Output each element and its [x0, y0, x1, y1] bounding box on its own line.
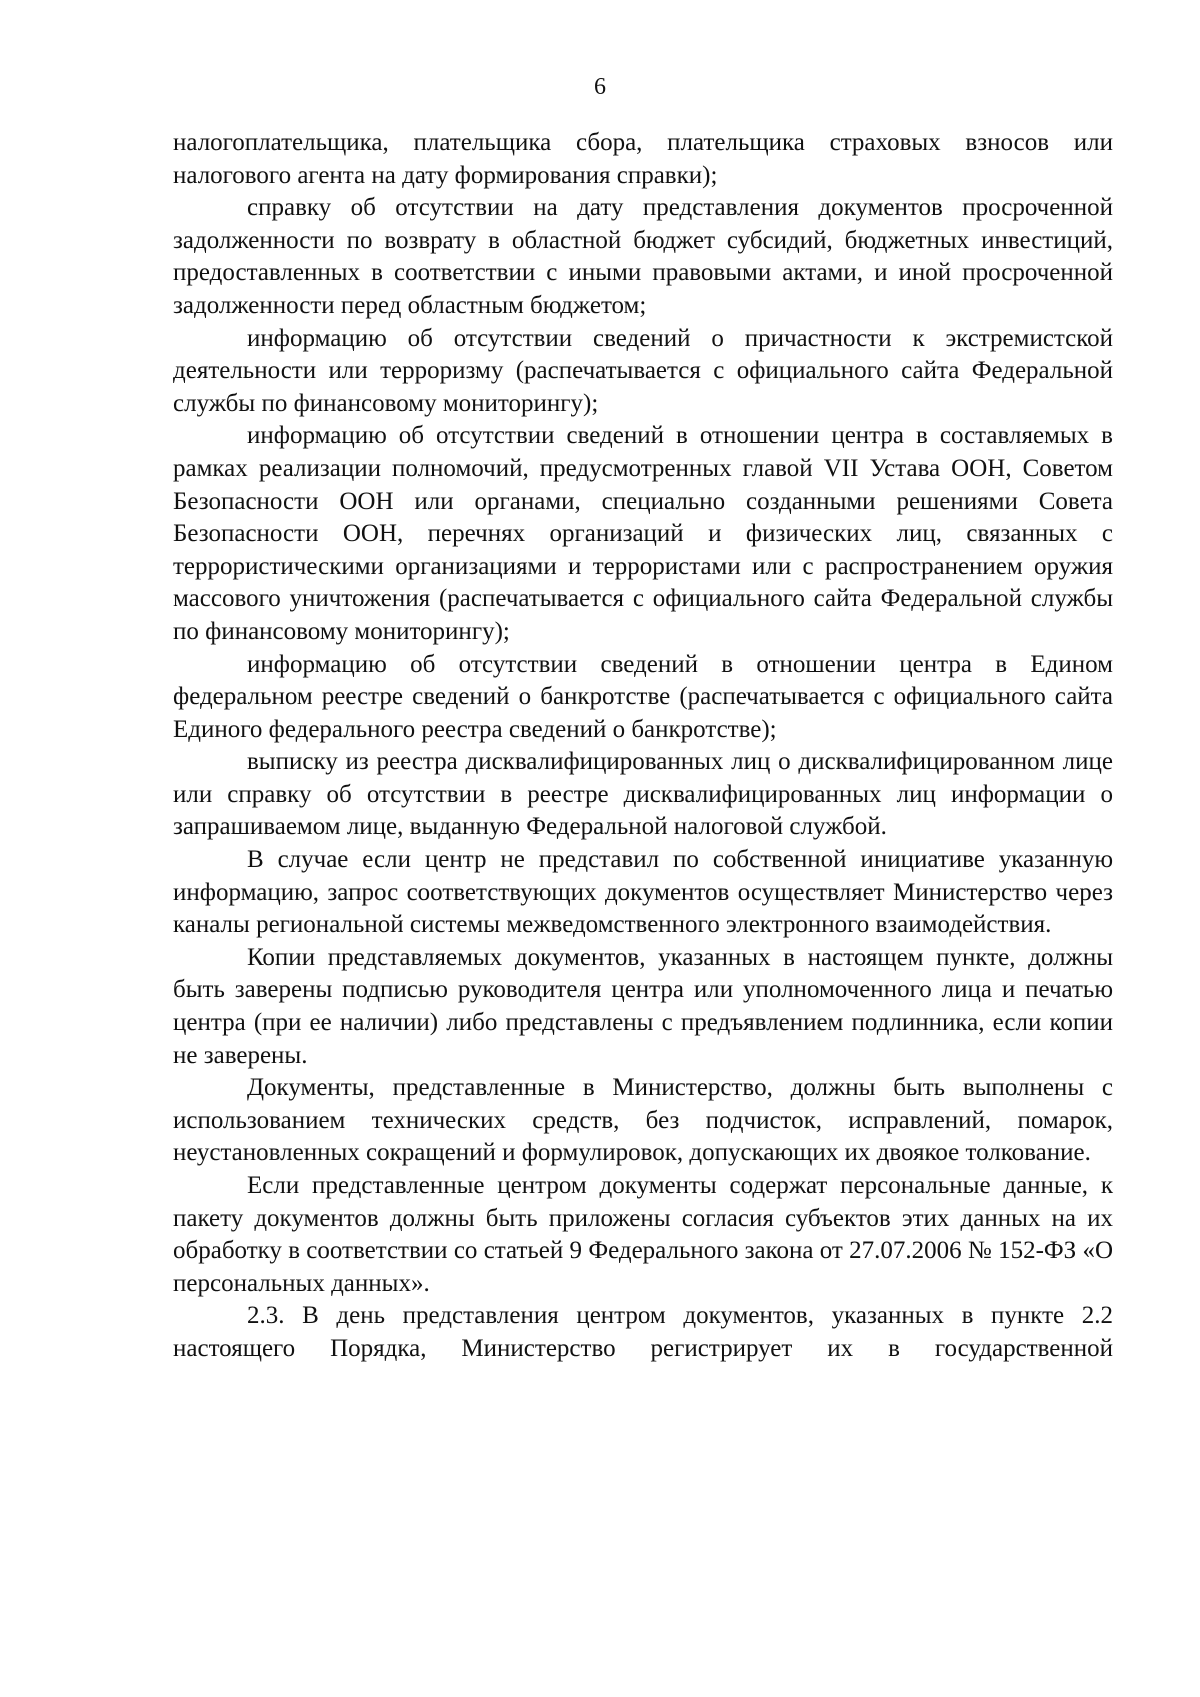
paragraph-copies-certification: Копии представляемых документов, указанных в настоящем пункте, должны быть заверены подписью руководителя центра или уполномоченного лица и печатью центра (при ее наличии) либо представлены с предъявлением подлинника, если копии не заверены. [173, 943, 1113, 1069]
document-body [173, 127, 1113, 1366]
paragraph-overdue-debt-certificate: справку об отсутствии на дату представления документов просроченной задолженности по возврату в областной бюджет субсидий, бюджетных инвестиций, предоставленных в соответствии с иными правовыми актами, и иной просроченной задолженности перед областным бюджетом; [173, 194, 1113, 319]
paragraph-personal-data-consent: Если представленные центром документы содержат персональные данные, к пакету документов должны быть приложены согласия субъектов этих данных на их обработку в соответствии со статьей 9 Федерального закона от 27.07.2006 № 152-ФЗ «О персональных данных». [173, 1172, 1113, 1297]
paragraph-disqualified-persons-extract: выписку из реестра дисквалифицированных лиц о дисквалифицированном лице или справку об отсутствии в реестре дисквалифицированных лиц информации о запрашиваемом лице, выданную Федеральной налоговой службой. [173, 748, 1113, 841]
paragraph-document-requirements: Документы, представленные в Министерство, должны быть выполнены с использованием технических средств, без подчисток, исправлений, помарок, неустановленных сокращений и формулировок, допускающих их двоякое толкование. [173, 1074, 1113, 1167]
paragraph-interagency-request: В случае если центр не представил по собственной инициативе указанную информацию, запрос соответствующих документов осуществляет Министерство через каналы региональной системы межведомственного электронного взаимодействия. [173, 846, 1113, 939]
paragraph-bankruptcy-registry-info: информацию об отсутствии сведений в отношении центра в Едином федеральном реестре сведений о банкротстве (распечатывается с официального сайта Единого федерального реестра сведений о банкротстве); [173, 650, 1113, 743]
paragraph-un-lists-info: информацию об отсутствии сведений в отношении центра в составляемых в рамках реализации полномочий, предусмотренных главой VII Устава ООН, Советом Безопасности ООН или органами, специально созданными решениями Совета Безопасности ООН, перечнях организаций и физических лиц, связанных с террористическими организациями и террористами или с распространением оружия массового уничтожения (распечатывается с официального сайта Федеральной службы по финансовому мониторингу); [173, 422, 1113, 645]
page-number: 6 [594, 74, 606, 100]
paragraph-extremism-info: информацию об отсутствии сведений о причастности к экстремистской деятельности или терроризму (распечатывается с официального сайта Федеральной службы по финансовому мониторингу); [173, 324, 1113, 417]
paragraph-section-2-3: 2.3. В день представления центром документов, указанных в пункте 2.2 настоящего Порядка, Министерство регистрирует их в государственной [173, 1302, 1113, 1362]
paragraph-tax-certificate-end: налогоплательщика, плательщика сбора, плательщика страховых взносов или налогового агента на дату формирования справки); [173, 129, 1113, 189]
